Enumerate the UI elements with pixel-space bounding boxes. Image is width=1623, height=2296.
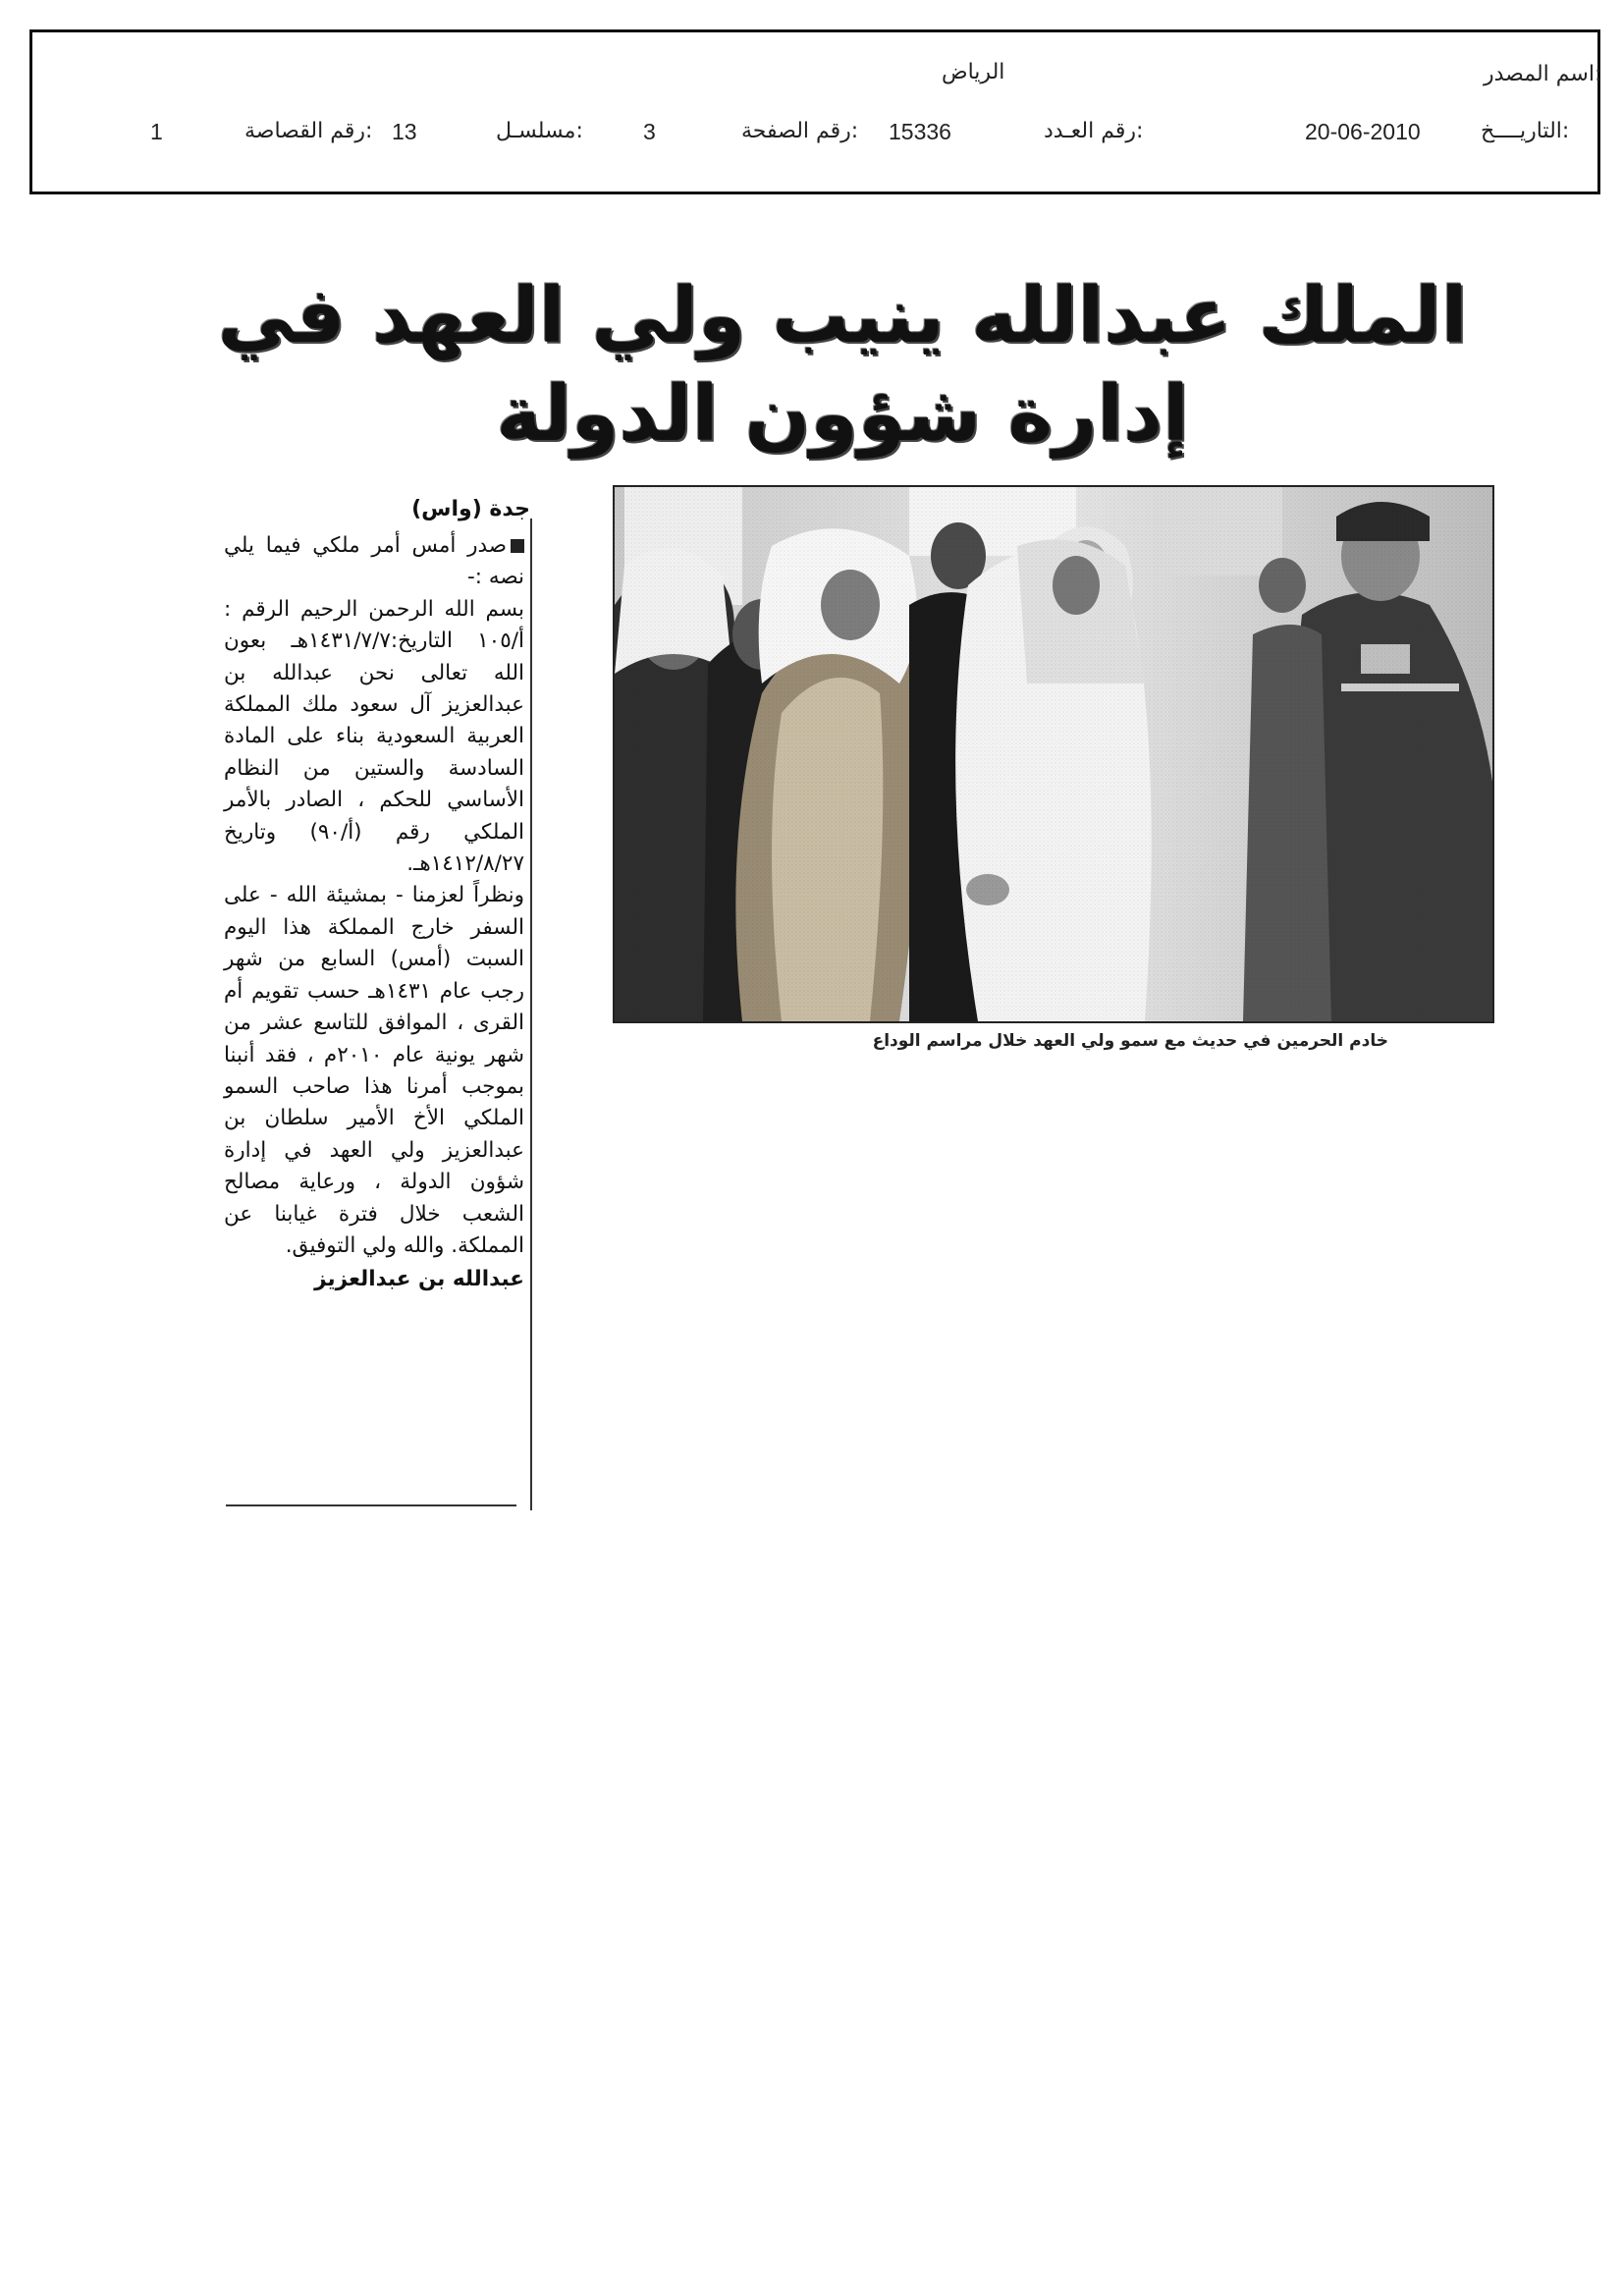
article-body <box>224 530 524 1296</box>
news-photo <box>613 485 1494 1023</box>
clipping-metadata-box <box>29 29 1600 194</box>
date-label: التاريــــخ: <box>1481 119 1570 143</box>
article-signature: عبدالله بن عبدالعزيز <box>314 1267 524 1292</box>
article-dateline: جدة (واس) <box>411 497 530 521</box>
bullet-square-icon <box>511 539 524 553</box>
column-rule-vertical <box>530 519 532 1510</box>
article-headline: الملك عبدالله ينيب ولي العهد في إدارة شؤون الدولة <box>217 272 1468 459</box>
source-value: الرياض <box>942 60 1005 84</box>
date-value: 20-06-2010 <box>1305 119 1421 144</box>
clipping-value: 1 <box>150 119 163 144</box>
clipping-label: رقم القصاصة: <box>244 119 373 143</box>
article-paragraph: بسم الله الرحمن الرحيم الرقم : أ/١٠٥ التاريخ:١٤٣١/٧/٧هـ بعون الله تعالى نحن عبدالله بن عبدالعزيز آل سعود ملك المملكة العربية السعودية بناء على المادة السادسة والستين من النظام الأساسي للحكم ، الصادر بالأمر الملكي رقم (أ/٩٠) وتاريخ ١٤١٢/٨/٢٧هـ. <box>224 596 525 877</box>
photo-caption: خادم الحرمين في حديث مع سمو ولي العهد خلال مراسم الوداع <box>872 1031 1388 1051</box>
serial-label: مسلسـل: <box>496 119 583 143</box>
photo-illustration <box>615 487 1492 1021</box>
article-paragraph: صدر أمس أمر ملكي فيما يلي نصه :- <box>224 533 524 590</box>
page-value: 3 <box>643 119 656 144</box>
column-rule-horizontal <box>226 1504 516 1506</box>
article-paragraph: ونظراً لعزمنا - بمشيئة الله - على السفر خارج المملكة هذا اليوم السبت (أمس) السابع من شهر رجب عام ١٤٣١هـ حسب تقويم أم القرى ، الموافق للتاسع عشر من شهر يونية عام ٢٠١٠م ، فقد أنبنا بموجب أمرنا هذا صاحب السمو الملكي الأخ الأمير سلطان بن عبدالعزيز ولي العهد في إدارة شؤون الدولة ، ورعاية مصالح الشعب خلال فترة غيابنا عن المملكة. والله ولي التوفيق. <box>224 883 524 1258</box>
issue-label: رقم العـدد: <box>1044 119 1144 143</box>
page-label: رقم الصفحة: <box>741 119 859 143</box>
source-label: اسم المصدر: <box>1484 62 1602 86</box>
issue-value: 15336 <box>889 119 951 144</box>
serial-value: 13 <box>392 119 417 144</box>
